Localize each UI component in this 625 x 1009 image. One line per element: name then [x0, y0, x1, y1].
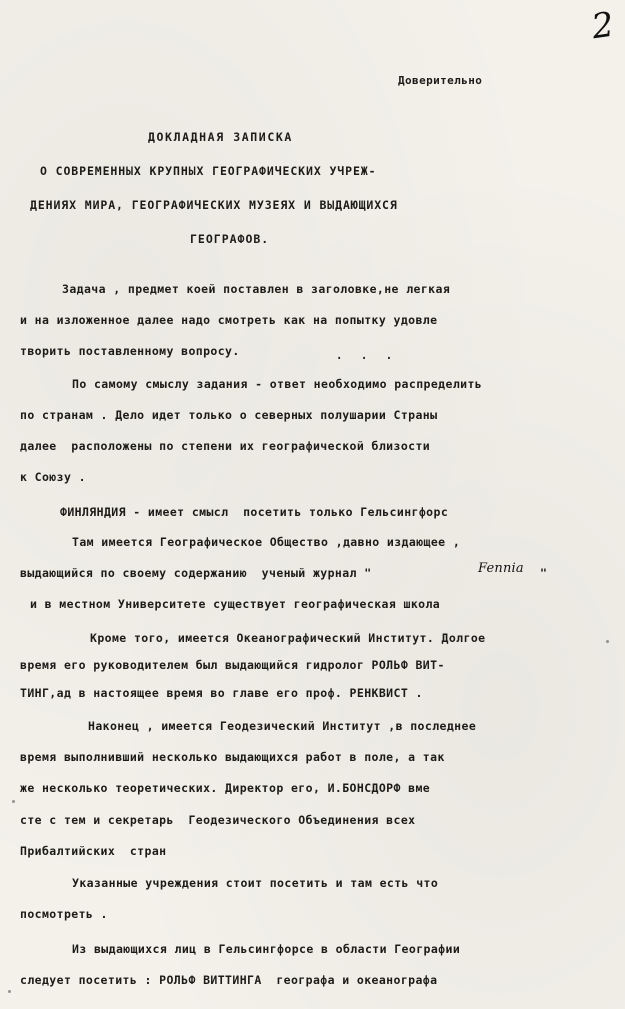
classification-stamp: Доверительно: [398, 74, 483, 87]
paper-speck: [606, 640, 609, 643]
paper-speck: [8, 990, 11, 993]
body-line: далее расположены по степени их географической близости: [20, 439, 431, 453]
handwritten-closing-quote: ": [540, 566, 548, 580]
body-line: Наконец , имеется Геодезический Институт ,в последнее: [88, 719, 477, 733]
body-line: творить поставленному вопросу.: [20, 344, 240, 358]
title-line-4: ГЕОГРАФОВ.: [190, 232, 270, 246]
body-line: Кроме того, имеется Океанографический Институт. Долгое: [90, 631, 486, 645]
body-line: время его руководителем был выдающийся гидролог РОЛЬФ ВИТ-: [20, 658, 445, 672]
body-line: и на изложенное далее надо смотреть как на попытку удовле: [20, 313, 438, 327]
handwritten-journal-name: Fennia: [478, 561, 524, 576]
body-line: сте с тем и секретарь Геодезического Объединения всех: [20, 813, 416, 827]
body-line: Там имеется Географическое Общество ,давно издающее ,: [72, 535, 461, 549]
body-line: по странам . Дело идет только о северных полушарии Страны: [20, 408, 438, 422]
body-line: время выполнивший несколько выдающихся работ в поле, а так: [20, 750, 445, 764]
body-line: ТИНГ,ад в настоящее время во главе его проф. РЕНКВИСТ .: [20, 686, 423, 700]
body-line: и в местном Университете существует географическая школа: [30, 597, 441, 611]
body-line: же несколько теоретических. Директор его, И.БОНСДОРФ вме: [20, 781, 431, 795]
body-line: к Союзу .: [20, 470, 86, 484]
body-line: Из выдающихся лиц в Гельсингфорсе в области Географии: [72, 942, 461, 956]
body-line: ФИНЛЯНДИЯ - имеет смысл посетить только Гельсингфорс: [60, 505, 449, 519]
paper-speck: [12, 800, 15, 803]
body-line: По самому смыслу задания - ответ необходимо распределить: [72, 377, 483, 391]
ink-smudge: · · ·: [335, 351, 398, 367]
title-line-2: О СОВРЕМЕННЫХ КРУПНЫХ ГЕОГРАФИЧЕСКИХ УЧРЕЖ-: [40, 164, 377, 178]
title-line-1: ДОКЛАДНАЯ ЗАПИСКА: [148, 130, 293, 144]
body-line: выдающийся по своему содержанию ученый журнал ": [20, 566, 372, 580]
title-line-3: ДЕНИЯХ МИРА, ГЕОГРАФИЧЕСКИХ МУЗЕЯХ И ВЫДАЮЩИХСЯ: [30, 198, 398, 212]
body-line: следует посетить : РОЛЬФ ВИТТИНГА географа и океанографа: [20, 973, 438, 987]
page-number: 2: [589, 4, 617, 48]
body-line: Задача , предмет коей поставлен в заголовке,не легкая: [62, 282, 451, 296]
body-line: посмотреть .: [20, 907, 108, 921]
body-line: Указанные учреждения стоит посетить и там есть что: [72, 876, 439, 890]
body-line: Прибалтийских стран: [20, 844, 167, 858]
